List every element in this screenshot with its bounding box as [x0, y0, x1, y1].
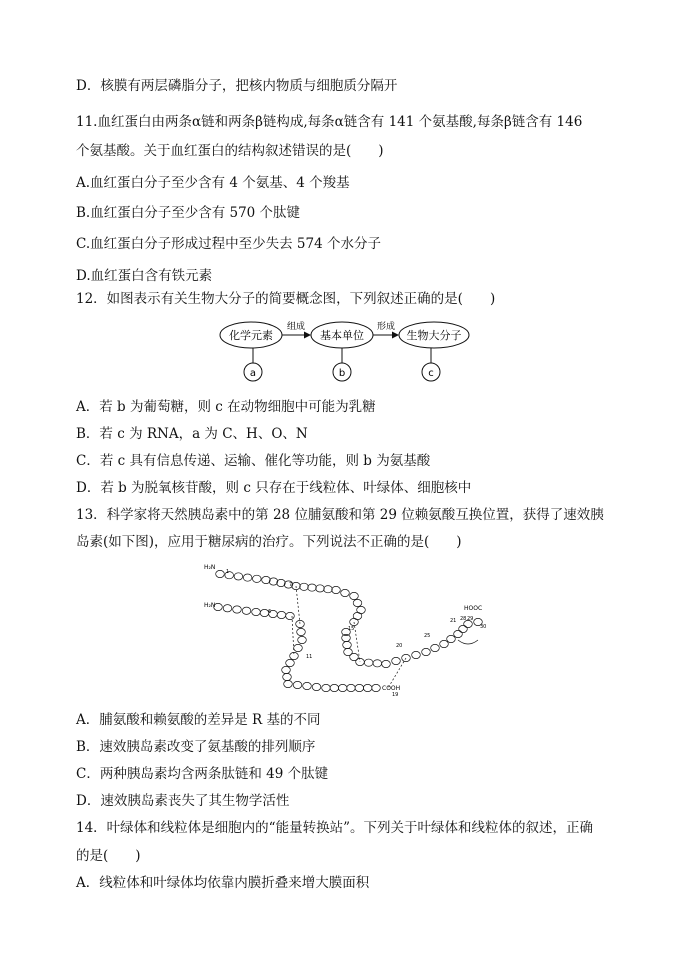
- q14-option-a: A．线粒体和叶绿体均依靠内膜折叠来增大膜面积: [76, 875, 370, 891]
- b-chain-part1-residue-28: [372, 684, 381, 691]
- q13-option-b: B．速效胰岛素改变了氨基酸的排列顺序: [76, 739, 316, 755]
- residue-num-11: 11: [306, 654, 313, 660]
- label-form: 形成: [376, 322, 396, 332]
- a-chain-residue-1: [216, 570, 225, 577]
- q13-stem-line2: 岛素(如下图)，应用于糖尿病的治疗。下列说法不正确的是( ): [76, 534, 462, 550]
- disulfide-bond-4: [388, 658, 406, 688]
- q10-option-d: D．核膜有两层磷脂分子，把核内物质与细胞质分隔开: [76, 78, 398, 94]
- concept-map-diagram: [218, 318, 478, 386]
- b-chain-part1-residue-24: [338, 684, 347, 691]
- b-chain-part2-residue-13: [431, 644, 440, 651]
- residue-num-7: 7: [289, 582, 293, 588]
- q13-option-d: D．速效胰岛素丧失了其生物学活性: [76, 793, 290, 809]
- b-chain-part1-residue-12: [298, 636, 307, 643]
- q14-stem-line2: 的是( ): [76, 848, 141, 864]
- b-chain-part1-residue-11: [297, 628, 306, 635]
- cooh-label: COOH: [382, 685, 401, 692]
- b-chain-part1-residue-16: [282, 666, 291, 673]
- b-chain-part1-residue-20: [303, 682, 312, 689]
- a-chain-residue-16: [341, 589, 350, 596]
- q13-option-c: C．两种胰岛素均含两条肽链和 49 个肽键: [76, 766, 329, 782]
- q11-option-d: D.血红蛋白含有铁元素: [76, 268, 213, 284]
- label-c: c: [428, 368, 434, 379]
- a-chain-residue-18: [353, 599, 362, 606]
- disulfide-bond-2: [354, 622, 360, 662]
- b-chain-part2-residue-7: [373, 660, 382, 667]
- a-chain-residue-4: [243, 574, 252, 581]
- q12-stem: 12．如图表示有关生物大分子的简要概念图，下列叙述正确的是( ): [76, 291, 496, 307]
- a-chain-residue-14: [324, 586, 333, 593]
- b-chain-part1-residue-15: [286, 659, 295, 666]
- label-chemical-elements: 化学元素: [229, 329, 273, 342]
- swap-arrow: [458, 640, 478, 644]
- b-chain-part2-residue-17: [459, 625, 468, 632]
- b-chain-part1-residue-25: [347, 684, 356, 691]
- b-chain-part2-residue-8: [382, 660, 391, 667]
- b-chain-part2-residue-16: [454, 630, 463, 637]
- b-chain-part1-residue-2: [223, 605, 232, 612]
- b-chain-part1-residue-13: [294, 644, 303, 651]
- a-chain-residue-13: [316, 585, 325, 592]
- residue-num-19: 19: [392, 692, 399, 698]
- residue-num-25: 25: [424, 633, 431, 639]
- a-chain-residue-12: [308, 584, 317, 591]
- b-chain-part2-residue-6: [364, 659, 373, 666]
- disulfide-bond-3: [292, 616, 294, 656]
- b-chain-part2-residue-15: [447, 635, 456, 642]
- b-chain-part1-residue-26: [355, 684, 364, 691]
- residue-num-1: 1: [226, 569, 230, 575]
- b-chain-part1-residue-8: [277, 611, 286, 618]
- label-a: a: [249, 368, 257, 379]
- q11-option-c: C.血红蛋白分子形成过程中至少失去 574 个水分子: [76, 236, 381, 252]
- q11-stem-line1: 11.血红蛋白由两条α链和两条β链构成,每条α链含有 141 个氨基酸,每条β链含有 146: [76, 114, 583, 130]
- a-chain-residue-5: [253, 575, 262, 582]
- b-chain-part2-residue-2: [343, 641, 352, 648]
- b-chain-part1-residue-3: [233, 606, 242, 613]
- label-basic-unit: 基本单位: [320, 329, 364, 342]
- a-chain-n-terminus: H₂N: [204, 564, 216, 571]
- b-chain-part2-residue-14: [440, 640, 449, 647]
- b-chain-part1-residue-18: [284, 680, 293, 687]
- b-chain-part1-residue-5: [252, 608, 261, 615]
- a-chain-residue-17: [350, 592, 359, 599]
- q13-option-a: A．脯氨酸和赖氨酸的差异是 R 基的不同: [76, 712, 321, 728]
- q11-option-a: A.血红蛋白分子至少含有 4 个氨基、4 个羧基: [76, 175, 350, 191]
- q12-option-c: C．若 c 具有信息传递、运输、催化等功能，则 b 为氨基酸: [76, 453, 431, 469]
- b-chain-part2-residue-9: [392, 657, 401, 664]
- q14-stem-line1: 14．叶绿体和线粒体是细胞内的“能量转换站”。下列关于叶绿体和线粒体的叙述，正确: [76, 820, 593, 836]
- q12-option-d: D．若 b 为脱氧核苷酸，则 c 只存在于线粒体、叶绿体、细胞核中: [76, 480, 472, 496]
- b-chain-part1-residue-21: [312, 683, 321, 690]
- b-chain-part2-residue-11: [412, 651, 421, 658]
- label-b: b: [338, 368, 346, 379]
- residue-num-20: 20: [396, 643, 403, 649]
- b-chain-part1-residue-4: [242, 607, 251, 614]
- q12-option-a: A．若 b 为葡萄糖，则 c 在动物细胞中可能为乳糖: [76, 399, 376, 415]
- label-compose: 组成: [286, 322, 306, 332]
- q11-stem-line2: 个氨基酸。关于血红蛋白的结构叙述错误的是( ): [76, 143, 384, 159]
- b-chain-part1-residue-10: [296, 620, 305, 627]
- residue-num-28: 28: [460, 616, 467, 622]
- b-chain-part1-residue-17: [283, 673, 292, 680]
- a-chain-residue-3: [234, 573, 243, 580]
- residue-num-29: 29: [467, 616, 474, 622]
- residue-num-30: 30: [480, 624, 487, 630]
- disulfide-bond-1: [296, 586, 300, 624]
- q13-stem-line1: 13．科学家将天然胰岛素中的第 28 位脯氨酸和第 29 位赖氨酸互换位置，获得了速效胰: [76, 507, 604, 523]
- a-chain-residue-15: [332, 586, 341, 593]
- b-chain-part1-residue-22: [322, 684, 331, 691]
- q12-option-b: B．若 c 为 RNA，a 为 C、H、O、N: [76, 426, 308, 442]
- b-chain-part2-residue-12: [422, 648, 431, 655]
- b-chain-part1-residue-9: [286, 612, 295, 619]
- insulin-structure-figure: [196, 560, 496, 702]
- b-chain-part1-residue-19: [293, 681, 302, 688]
- residue-num-21: 21: [450, 618, 457, 624]
- residue-num-6: 6: [268, 609, 272, 615]
- b-chain-part1-residue-27: [363, 684, 372, 691]
- b-chain-part1-residue-23: [330, 684, 339, 691]
- label-biomacromolecule: 生物大分子: [406, 329, 462, 342]
- b-chain-n-terminus: H₂N: [204, 602, 216, 609]
- hooc-label: HOOC: [464, 605, 483, 612]
- a-chain-residue-11: [300, 583, 309, 590]
- q11-option-b: B.血红蛋白分子至少含有 570 个肽键: [76, 205, 301, 221]
- residue-num-15: 15: [348, 626, 355, 632]
